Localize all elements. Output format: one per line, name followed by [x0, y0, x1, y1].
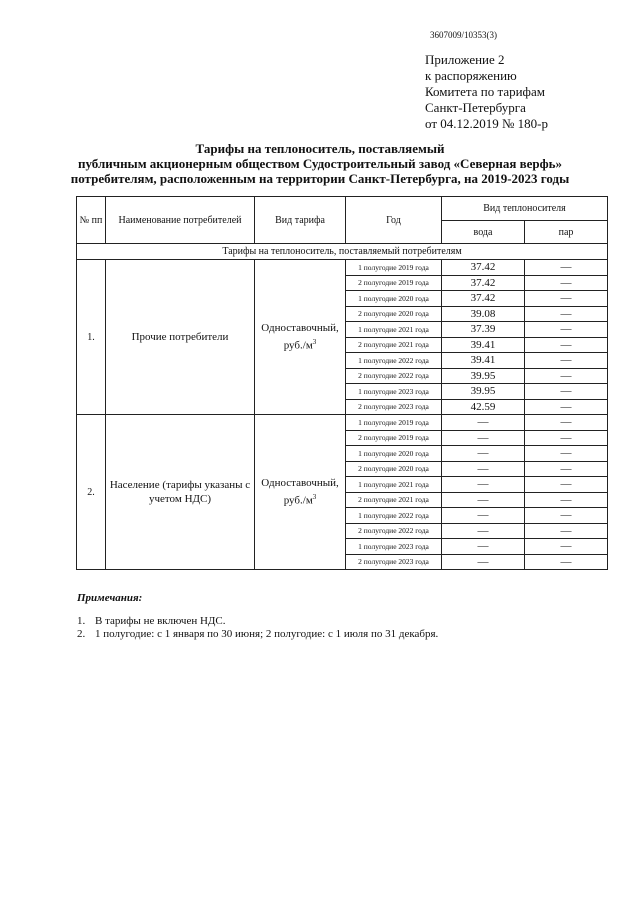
water-tariff-cell: 37.42 — [442, 260, 525, 276]
row-number: 1. — [77, 260, 106, 415]
tariff-type: Одноставочный, $руб./м^3$ — [255, 415, 346, 570]
notes-list — [77, 615, 438, 641]
table-row — [77, 260, 608, 276]
header-water: вода — [442, 221, 525, 244]
unit-exponent: 3 — [312, 338, 317, 347]
note-text: В тарифы не включен НДС. — [95, 615, 226, 627]
water-tariff-cell: 39.08 — [442, 306, 525, 322]
water-tariff-cell: — — [442, 415, 525, 431]
steam-tariff-cell: — — [525, 275, 608, 291]
steam-tariff-cell: — — [525, 337, 608, 353]
period-cell: 1 полугодие 2021 года — [346, 322, 442, 338]
water-tariff-cell: 37.42 — [442, 275, 525, 291]
header-year: Год — [346, 197, 442, 244]
steam-tariff-cell: — — [525, 554, 608, 570]
period-cell: 1 полугодие 2019 года — [346, 415, 442, 431]
appendix-line: Комитета по тарифам — [425, 84, 545, 99]
water-tariff-cell: — — [442, 539, 525, 555]
header-num: № пп — [77, 197, 106, 244]
note-text: 1 полугодие: с 1 января по 30 июня; 2 полугодие: с 1 июля по 31 декабря. — [95, 628, 439, 640]
period-cell: 1 полугодие 2023 года — [346, 539, 442, 555]
water-tariff-cell: 37.39 — [442, 322, 525, 338]
appendix-line: от 04.12.2019 № 180-р — [425, 116, 548, 131]
period-cell: 2 полугодие 2022 года — [346, 368, 442, 384]
period-cell: 2 полугодие 2021 года — [346, 337, 442, 353]
note-number: 1. — [77, 615, 86, 627]
period-cell: 1 полугодие 2020 года — [346, 446, 442, 462]
water-tariff-cell: 42.59 — [442, 399, 525, 415]
water-tariff-cell: — — [442, 430, 525, 446]
title-line: потребителям, расположенным на территории Санкт-Петербурга, на 2019-2023 годы — [70, 171, 570, 186]
period-cell: 2 полугодие 2023 года — [346, 399, 442, 415]
water-tariff-cell: — — [442, 446, 525, 462]
steam-tariff-cell: — — [525, 306, 608, 322]
water-tariff-cell: 39.41 — [442, 337, 525, 353]
period-cell: 2 полугодие 2019 года — [346, 275, 442, 291]
period-cell: 2 полугодие 2019 года — [346, 430, 442, 446]
steam-tariff-cell: — — [525, 461, 608, 477]
document-number: 3607009/10353(3) — [430, 30, 497, 40]
note-number: 2. — [77, 628, 86, 640]
appendix-line: Приложение 2 — [425, 52, 505, 67]
appendix-line: Санкт-Петербурга — [425, 100, 526, 115]
steam-tariff-cell: — — [525, 399, 608, 415]
period-cell: 1 полугодие 2021 года — [346, 477, 442, 493]
steam-tariff-cell: — — [525, 430, 608, 446]
period-cell: 2 полугодие 2023 года — [346, 554, 442, 570]
period-cell: 1 полугодие 2022 года — [346, 353, 442, 369]
steam-tariff-cell: — — [525, 508, 608, 524]
period-cell: 1 полугодие 2020 года — [346, 291, 442, 307]
period-cell: 2 полугодие 2022 года — [346, 523, 442, 539]
table-subheader: Тарифы на теплоноситель, поставляемый потребителям — [77, 244, 608, 260]
water-tariff-cell: 37.42 — [442, 291, 525, 307]
table-row — [77, 415, 608, 431]
consumer-name: Прочие потребители — [106, 260, 255, 415]
header-tariff-type: Вид тарифа — [255, 197, 346, 244]
row-number: 2. — [77, 415, 106, 570]
steam-tariff-cell: — — [525, 291, 608, 307]
tariff-type: Одноставочный, $руб./м^3$ — [255, 260, 346, 415]
steam-tariff-cell: — — [525, 322, 608, 338]
header-heat-carrier: Вид теплоносителя — [442, 197, 608, 221]
water-tariff-cell: 39.95 — [442, 384, 525, 400]
period-cell: 2 полугодие 2020 года — [346, 461, 442, 477]
water-tariff-cell: — — [442, 554, 525, 570]
notes-title: Примечания: — [77, 592, 143, 604]
unit-exponent: 3 — [312, 493, 317, 502]
steam-tariff-cell: — — [525, 446, 608, 462]
period-cell: 2 полугодие 2021 года — [346, 492, 442, 508]
period-cell: 1 полугодие 2023 года — [346, 384, 442, 400]
appendix-block — [425, 52, 548, 132]
period-cell: 2 полугодие 2020 года — [346, 306, 442, 322]
appendix-line: к распоряжению — [425, 68, 517, 83]
steam-tariff-cell: — — [525, 477, 608, 493]
steam-tariff-cell: — — [525, 492, 608, 508]
document-title — [0, 141, 640, 186]
tariffs-table — [76, 196, 608, 570]
period-cell: 1 полугодие 2019 года — [346, 260, 442, 276]
water-tariff-cell: — — [442, 461, 525, 477]
water-tariff-cell: — — [442, 508, 525, 524]
steam-tariff-cell: — — [525, 353, 608, 369]
water-tariff-cell: 39.95 — [442, 368, 525, 384]
water-tariff-cell: — — [442, 477, 525, 493]
water-tariff-cell: — — [442, 523, 525, 539]
note-item — [77, 628, 438, 641]
steam-tariff-cell: — — [525, 415, 608, 431]
header-consumer-name: Наименование потребителей — [106, 197, 255, 244]
steam-tariff-cell: — — [525, 368, 608, 384]
water-tariff-cell: 39.41 — [442, 353, 525, 369]
header-steam: пар — [525, 221, 608, 244]
steam-tariff-cell: — — [525, 523, 608, 539]
steam-tariff-cell: — — [525, 260, 608, 276]
steam-tariff-cell: — — [525, 384, 608, 400]
title-line: публичным акционерным обществом Судостроительный завод «Северная верфь» — [77, 156, 563, 171]
period-cell: 1 полугодие 2022 года — [346, 508, 442, 524]
consumer-name: Население (тарифы указаны с учетом НДС) — [106, 415, 255, 570]
title-line: Тарифы на теплоноситель, поставляемый — [195, 141, 445, 156]
water-tariff-cell: — — [442, 492, 525, 508]
note-item — [77, 615, 438, 628]
steam-tariff-cell: — — [525, 539, 608, 555]
